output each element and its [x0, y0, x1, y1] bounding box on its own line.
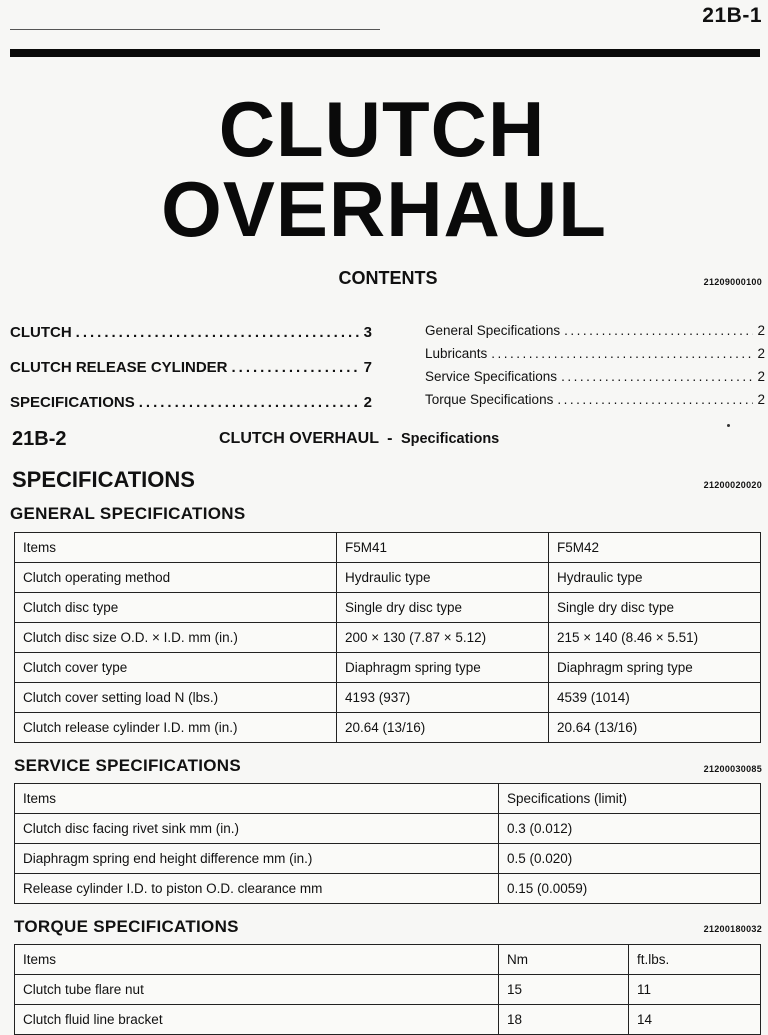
service-specs-code: 21200030085: [703, 764, 762, 774]
table-cell: Hydraulic type: [337, 563, 549, 593]
toc-item[interactable]: [10, 394, 372, 411]
toc-leader: [561, 369, 753, 384]
running-title: [219, 430, 499, 448]
contents-code: 21209000100: [703, 277, 762, 287]
table-cell: 18: [499, 1005, 629, 1035]
toc-item-label: CLUTCH: [10, 324, 72, 341]
table-cell: Clutch disc facing rivet sink mm (in.): [15, 814, 499, 844]
table-cell: 0.3 (0.012): [499, 814, 761, 844]
table-cell: Clutch tube flare nut: [15, 975, 499, 1005]
toc-item-label: SPECIFICATIONS: [10, 394, 135, 411]
running-title-main: CLUTCH OVERHAUL: [219, 430, 379, 447]
table-cell: Clutch cover type: [15, 653, 337, 683]
toc-item-label: Lubricants: [425, 346, 488, 361]
toc-item-page: 2: [757, 392, 765, 407]
table-row: [15, 713, 761, 743]
toc-leader: [139, 394, 360, 411]
toc-item[interactable]: [425, 369, 765, 384]
title-line-2: OVERHAUL: [161, 165, 607, 253]
table-header-cell: Items: [15, 533, 337, 563]
table-cell: Diaphragm spring type: [549, 653, 761, 683]
table-cell: Clutch fluid line bracket: [15, 1005, 499, 1035]
table-cell: Clutch disc type: [15, 593, 337, 623]
table-cell: Clutch disc size O.D. × I.D. mm (in.): [15, 623, 337, 653]
table-cell: 20.64 (13/16): [337, 713, 549, 743]
toc-leader: [76, 324, 360, 341]
table-header-cell: Items: [15, 784, 499, 814]
toc-item-page: 3: [363, 324, 372, 341]
table-header-cell: ft.lbs.: [629, 945, 761, 975]
table-cell: Clutch cover setting load N (lbs.): [15, 683, 337, 713]
table-cell: 11: [629, 975, 761, 1005]
general-specs-title: GENERAL SPECIFICATIONS: [10, 504, 246, 523]
speck-mark: [727, 424, 730, 427]
table-header-row: [15, 784, 761, 814]
table-row: [15, 683, 761, 713]
table-cell: 15: [499, 975, 629, 1005]
toc-item[interactable]: [425, 323, 765, 338]
torque-specs-table: [14, 944, 761, 1035]
table-row: [15, 975, 761, 1005]
toc-right: [425, 323, 765, 413]
table-header-cell: F5M42: [549, 533, 761, 563]
table-header-cell: Specifications (limit): [499, 784, 761, 814]
table-cell: 0.5 (0.020): [499, 844, 761, 874]
running-title-dash: -: [387, 430, 393, 447]
page-number: 21B-1: [702, 4, 762, 27]
toc-leader: [491, 346, 753, 361]
header-rule-thick: [10, 49, 760, 57]
table-cell: Single dry disc type: [549, 593, 761, 623]
toc-item-label: General Specifications: [425, 323, 561, 338]
table-row: [15, 623, 761, 653]
table-row: [15, 874, 761, 904]
section-code: 21200020020: [703, 480, 762, 490]
contents-heading: CONTENTS: [338, 268, 438, 288]
toc-item-label: Service Specifications: [425, 369, 558, 384]
toc-leader: [232, 359, 360, 376]
toc-item[interactable]: [10, 324, 372, 341]
table-cell: Diaphragm spring end height difference mm (in.): [15, 844, 499, 874]
toc-item-page: 2: [757, 369, 765, 384]
table-row: [15, 563, 761, 593]
table-cell: 4193 (937): [337, 683, 549, 713]
table-cell: Release cylinder I.D. to piston O.D. clearance mm: [15, 874, 499, 904]
toc-item-label: CLUTCH RELEASE CYLINDER: [10, 359, 228, 376]
toc-leader: [564, 323, 753, 338]
table-cell: Hydraulic type: [549, 563, 761, 593]
table-row: [15, 1005, 761, 1035]
table-row: [15, 814, 761, 844]
table-row: [15, 593, 761, 623]
toc-item[interactable]: [10, 359, 372, 376]
section-title: SPECIFICATIONS: [12, 467, 195, 492]
page2-number: 21B-2: [12, 428, 67, 450]
torque-specs-title: TORQUE SPECIFICATIONS: [14, 917, 239, 936]
toc-item-page: 2: [363, 394, 372, 411]
toc-item[interactable]: [425, 392, 765, 407]
table-header-cell: F5M41: [337, 533, 549, 563]
torque-specs-code: 21200180032: [703, 924, 762, 934]
header-rule-thin: [10, 29, 380, 30]
toc-item-label: Torque Specifications: [425, 392, 554, 407]
title-line-1: CLUTCH: [218, 85, 546, 173]
table-row: [15, 844, 761, 874]
table-cell: Clutch release cylinder I.D. mm (in.): [15, 713, 337, 743]
running-title-sub: Specifications: [400, 431, 500, 447]
toc-item-page: 2: [757, 346, 765, 361]
table-header-cell: Items: [15, 945, 499, 975]
table-cell: 200 × 130 (7.87 × 5.12): [337, 623, 549, 653]
service-specs-title: SERVICE SPECIFICATIONS: [14, 756, 242, 775]
toc-left: [10, 324, 372, 414]
toc-item-page: 7: [363, 359, 372, 376]
table-cell: Diaphragm spring type: [337, 653, 549, 683]
toc-item[interactable]: [425, 346, 765, 361]
table-header-row: [15, 945, 761, 975]
table-cell: 4539 (1014): [549, 683, 761, 713]
table-cell: Clutch operating method: [15, 563, 337, 593]
table-cell: 14: [629, 1005, 761, 1035]
toc-item-page: 2: [757, 323, 765, 338]
toc-leader: [557, 392, 753, 407]
table-cell: 20.64 (13/16): [549, 713, 761, 743]
table-header-cell: Nm: [499, 945, 629, 975]
table-row: [15, 653, 761, 683]
table-cell: 215 × 140 (8.46 × 5.51): [549, 623, 761, 653]
service-specs-table: [14, 783, 761, 904]
table-cell: 0.15 (0.0059): [499, 874, 761, 904]
table-header-row: [15, 533, 761, 563]
table-cell: Single dry disc type: [337, 593, 549, 623]
general-specs-table: [14, 532, 761, 743]
